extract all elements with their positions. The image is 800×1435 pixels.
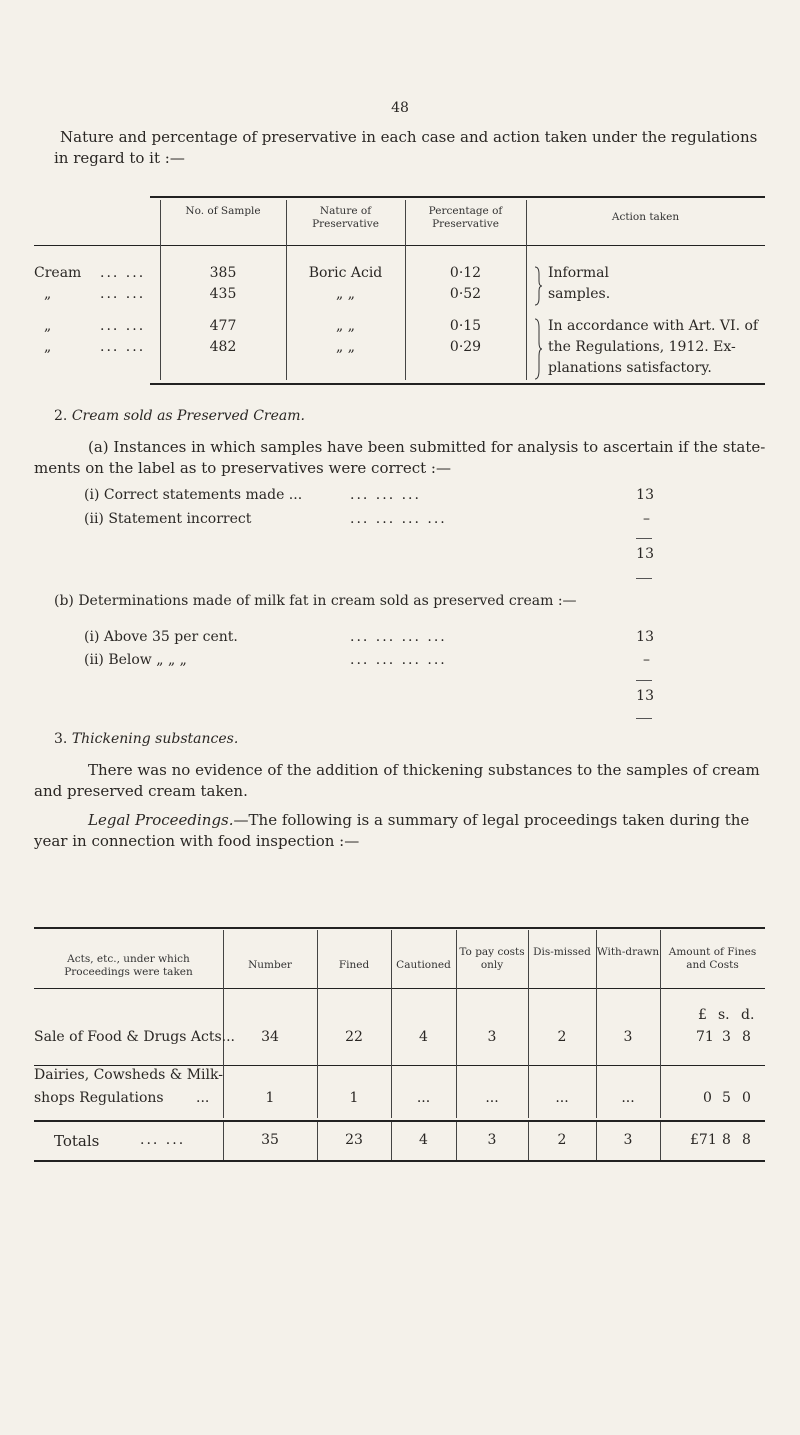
total-dismissed: 2 bbox=[557, 1132, 567, 1148]
intro-paragraph: Nature and percentage of preservative in each case and action taken under the regulations in regard to it :— bbox=[54, 128, 758, 167]
header-costs-only: To pay costs only bbox=[459, 946, 525, 971]
row-dots: ... ... bbox=[100, 286, 146, 302]
b-item-above: (i) Above 35 per cent. bbox=[84, 629, 238, 645]
amount-pounds: 71 bbox=[696, 1029, 714, 1045]
amount-pence: 8 bbox=[742, 1029, 751, 1045]
a-total: 13 bbox=[636, 546, 654, 562]
header-amount: Amount of Fines and Costs bbox=[668, 946, 757, 971]
fined-value: 22 bbox=[345, 1029, 363, 1045]
legal-text: —The following is a summary of legal proceedings taken during the year in connection with food inspection :— bbox=[34, 811, 750, 850]
header-number: Number bbox=[248, 959, 292, 971]
preservative-nature: „ „ bbox=[336, 318, 355, 334]
cautioned-value: 4 bbox=[419, 1029, 428, 1045]
total-cautioned: 4 bbox=[419, 1132, 428, 1148]
legal-lead: Legal Proceedings. bbox=[88, 811, 234, 829]
section3-number: 3. bbox=[54, 731, 68, 747]
brace-icon bbox=[533, 318, 543, 380]
header-percentage: Percentage of Preservative bbox=[428, 205, 503, 230]
preservative-nature: Boric Acid bbox=[308, 265, 383, 281]
act-dairies-line2: shops Regulations bbox=[34, 1090, 164, 1106]
header-dismissed: Dis-missed bbox=[533, 946, 591, 958]
legal-paragraph bbox=[34, 810, 766, 852]
b-total: 13 bbox=[636, 688, 654, 704]
total-costs: 3 bbox=[487, 1132, 497, 1148]
number-value: 1 bbox=[265, 1090, 275, 1106]
b-item-value: 13 bbox=[636, 629, 654, 645]
dismissed-value: ... bbox=[555, 1090, 569, 1106]
row-dots: ... ... bbox=[100, 339, 146, 355]
sample-number: 385 bbox=[209, 265, 237, 281]
section2-a-text bbox=[34, 437, 766, 479]
header-action-taken: Action taken bbox=[611, 211, 680, 223]
preservative-percentage: 0·15 bbox=[449, 318, 482, 334]
action-accordance-line2: the Regulations, 1912. Ex- bbox=[548, 339, 736, 355]
act-food-drugs: Sale of Food & Drugs Acts... bbox=[34, 1029, 235, 1045]
section2-a-paragraph: (a) Instances in which samples have been submitted for analysis to ascertain if the state-ments on the label as to preservatives were correct :— bbox=[34, 438, 766, 477]
b-item-dots: ... ... ... ... bbox=[350, 629, 447, 645]
a-item-correct: (i) Correct statements made ... bbox=[84, 487, 303, 503]
preservative-percentage: 0·29 bbox=[449, 339, 482, 355]
row-label: „ bbox=[44, 339, 52, 355]
act-dairies-line1: Dairies, Cowsheds & Milk- bbox=[34, 1067, 223, 1083]
amount-pounds: 0 bbox=[703, 1090, 712, 1106]
header-fined: Fined bbox=[338, 959, 370, 971]
section2-number: 2. bbox=[54, 408, 68, 424]
costs-value: ... bbox=[485, 1090, 499, 1106]
row-dots: ... ... bbox=[100, 318, 146, 334]
sample-number: 477 bbox=[209, 318, 237, 334]
a-item-value: – bbox=[643, 511, 650, 527]
amount-shillings: 5 bbox=[722, 1090, 731, 1106]
preservative-percentage: 0·52 bbox=[449, 286, 482, 302]
header-cautioned: Cautioned bbox=[396, 959, 451, 971]
act-dots: ... bbox=[196, 1090, 210, 1106]
preservative-nature: „ „ bbox=[336, 339, 355, 355]
b-item-value: – bbox=[643, 652, 650, 668]
section2-heading bbox=[54, 408, 305, 424]
a-item-dots: ... ... ... ... bbox=[350, 511, 447, 527]
withdrawn-value: ... bbox=[621, 1090, 635, 1106]
withdrawn-value: 3 bbox=[623, 1029, 633, 1045]
dismissed-value: 2 bbox=[557, 1029, 567, 1045]
b-item-dots: ... ... ... ... bbox=[350, 652, 447, 668]
action-accordance-line1: In accordance with Art. VI. of bbox=[548, 318, 759, 334]
section3-heading bbox=[54, 731, 238, 747]
row-dots: ... ... bbox=[100, 265, 146, 281]
sum-rule bbox=[636, 578, 652, 579]
section2-b-text: (b) Determinations made of milk fat in cream sold as preserved cream :— bbox=[54, 593, 577, 609]
page-number: 48 bbox=[391, 100, 409, 116]
header-withdrawn: With-drawn bbox=[596, 946, 660, 958]
costs-value: 3 bbox=[487, 1029, 497, 1045]
b-item-below: (ii) Below „ „ „ bbox=[84, 652, 187, 668]
number-value: 34 bbox=[261, 1029, 279, 1045]
row-label: „ bbox=[44, 318, 52, 334]
totals-label: Totals bbox=[54, 1132, 100, 1150]
currency-shillings: s. bbox=[718, 1007, 730, 1023]
total-fined: 23 bbox=[345, 1132, 363, 1148]
sample-number: 435 bbox=[209, 286, 237, 302]
sum-rule bbox=[636, 680, 652, 681]
header-acts: Acts, etc., under which Proceedings were taken bbox=[64, 953, 193, 978]
total-withdrawn: 3 bbox=[623, 1132, 633, 1148]
section2-title: Cream sold as Preserved Cream. bbox=[71, 408, 305, 424]
total-pounds: £71 bbox=[690, 1132, 717, 1148]
amount-shillings: 3 bbox=[722, 1029, 731, 1045]
a-item-dots: ... ... ... bbox=[350, 487, 421, 503]
sample-number: 482 bbox=[209, 339, 237, 355]
amount-pence: 0 bbox=[742, 1090, 751, 1106]
currency-pounds: £ bbox=[698, 1007, 707, 1023]
fined-value: 1 bbox=[349, 1090, 359, 1106]
header-no-of-sample: No. of Sample bbox=[185, 205, 261, 217]
a-item-value: 13 bbox=[636, 487, 654, 503]
row-label: Cream bbox=[34, 265, 82, 281]
preservative-nature: „ „ bbox=[336, 286, 355, 302]
preservative-percentage: 0·12 bbox=[449, 265, 482, 281]
total-pence: 8 bbox=[742, 1132, 751, 1148]
brace-icon bbox=[533, 266, 543, 306]
total-shillings: 8 bbox=[722, 1132, 731, 1148]
total-number: 35 bbox=[261, 1132, 279, 1148]
action-informal: Informal bbox=[548, 265, 609, 281]
header-nature-of-preservative: Nature of Preservative bbox=[312, 205, 379, 230]
currency-pence: d. bbox=[741, 1007, 755, 1023]
action-accordance-line3: planations satisfactory. bbox=[548, 360, 712, 376]
cautioned-value: ... bbox=[416, 1090, 431, 1106]
totals-dots: ... ... bbox=[140, 1132, 186, 1148]
action-informal-samples: samples. bbox=[548, 286, 611, 302]
a-item-incorrect: (ii) Statement incorrect bbox=[84, 511, 252, 527]
sum-rule bbox=[636, 718, 652, 719]
row-label: „ bbox=[44, 286, 52, 302]
section3-title: Thickening substances. bbox=[71, 731, 239, 747]
sum-rule bbox=[636, 538, 652, 539]
section3-paragraph: There was no evidence of the addition of thickening substances to the samples of cream and preserved cream taken. bbox=[34, 761, 760, 800]
